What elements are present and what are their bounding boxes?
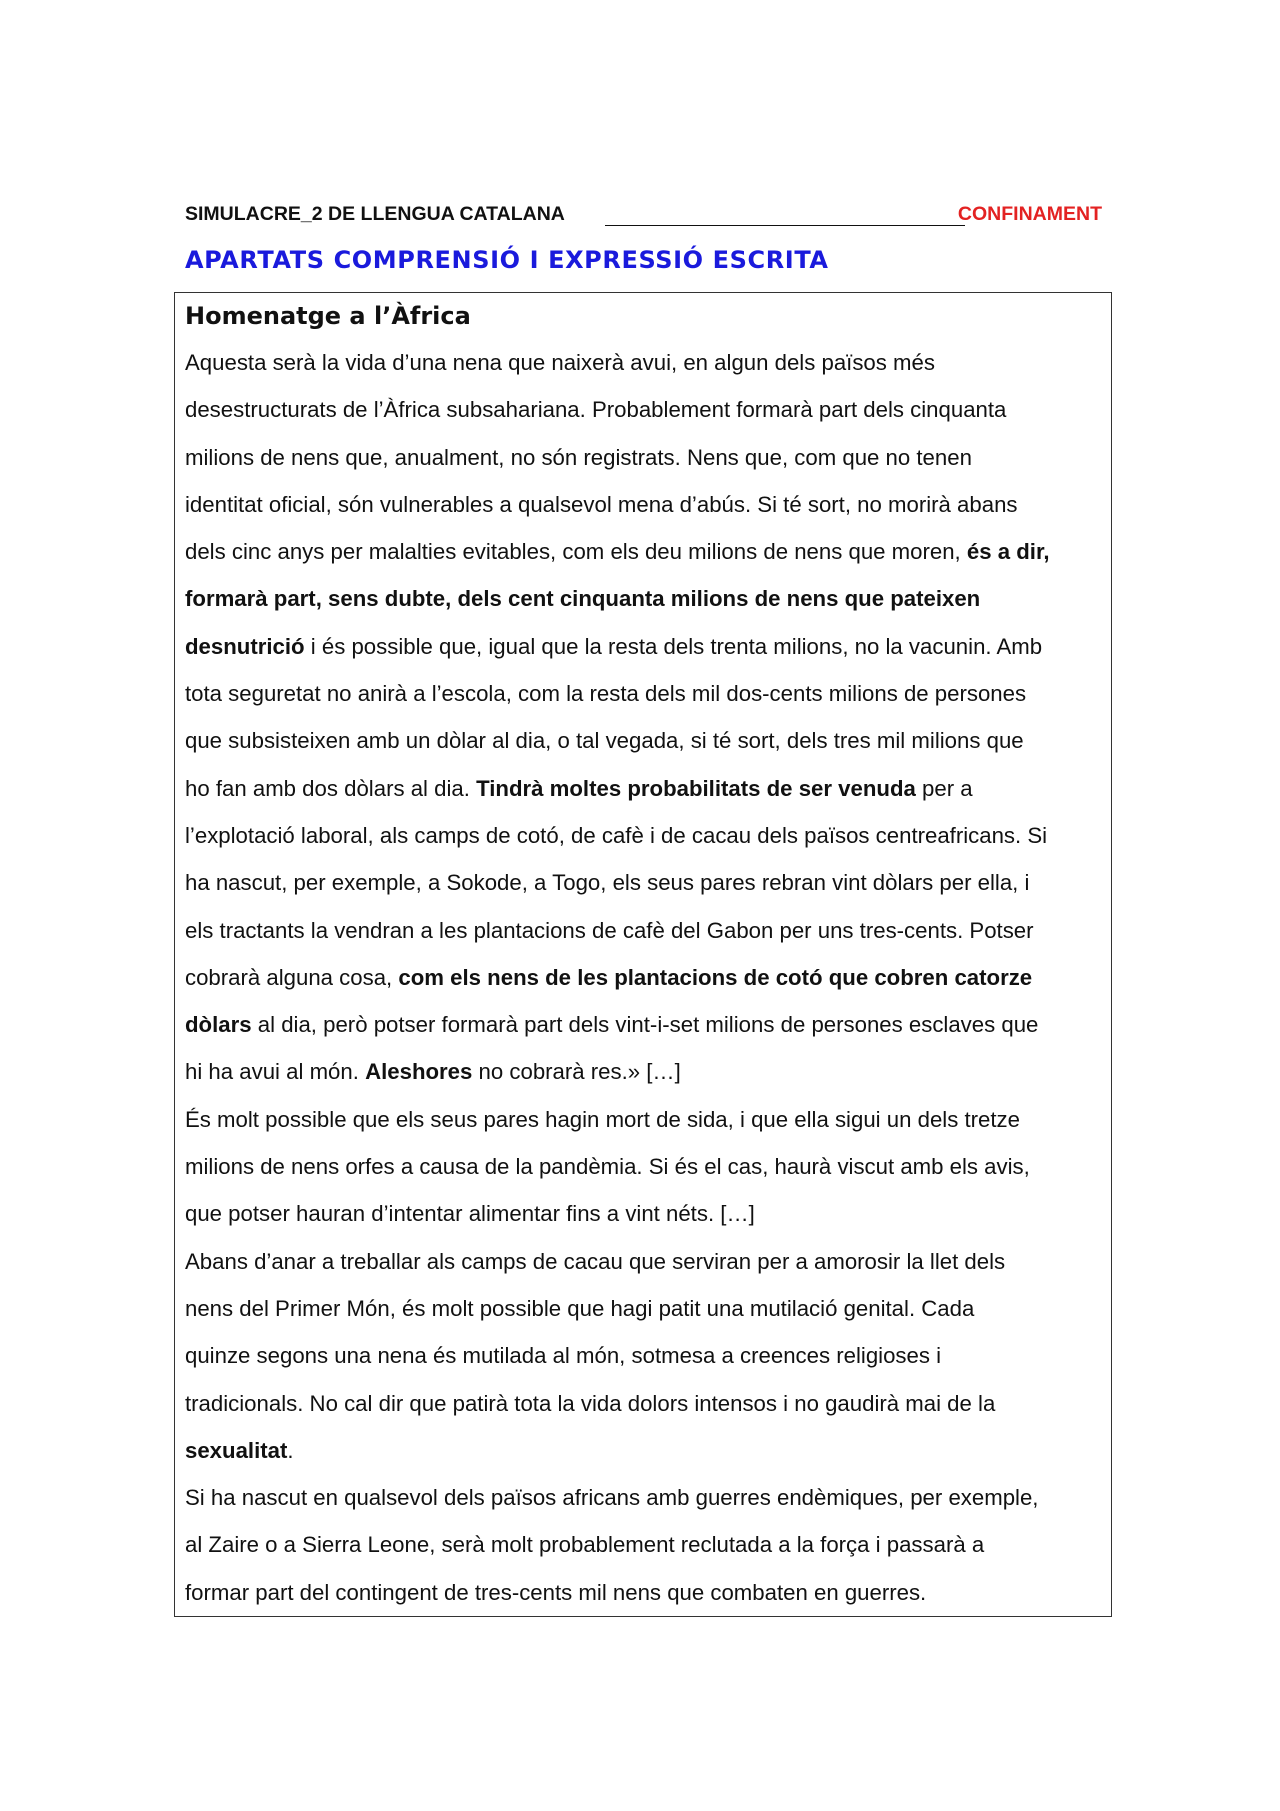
bold-segment: dòlars	[185, 1012, 252, 1038]
text-line	[185, 434, 1101, 481]
text-line	[185, 1238, 1101, 1285]
text-line	[185, 954, 1101, 1001]
text-line	[185, 670, 1101, 717]
text-line	[185, 1474, 1101, 1521]
text-line	[185, 907, 1101, 954]
text-line	[185, 1521, 1101, 1568]
bold-segment: Aleshores	[365, 1059, 473, 1085]
text-segment: no cobrarà res.» […]	[472, 1059, 681, 1085]
text-line	[185, 1001, 1101, 1048]
text-line	[185, 1285, 1101, 1332]
text-line	[185, 1332, 1101, 1379]
text-segment: Abans d’anar a treballar als camps de cacau que serviran per a amorosir la llet dels	[185, 1248, 1006, 1274]
text-line	[185, 481, 1101, 528]
text-line	[185, 623, 1101, 670]
text-segment: quinze segons una nena és mutilada al món, sotmesa a creences religioses i	[185, 1343, 942, 1369]
text-segment: hi ha avui al món.	[185, 1059, 366, 1085]
text-line	[185, 1096, 1101, 1143]
text-segment: formar part del contingent de tres-cents mil nens que combaten en guerres.	[185, 1579, 927, 1605]
text-line	[185, 339, 1101, 386]
text-segment: desestructurats de l’Àfrica subsahariana. Probablement formarà part dels cinquanta	[185, 397, 1007, 423]
header-underline-gap	[605, 225, 965, 226]
text-line	[185, 812, 1101, 859]
text-segment: Si ha nascut en qualsevol dels països africans amb guerres endèmiques, per exemple,	[185, 1485, 1039, 1511]
text-line	[185, 1143, 1101, 1190]
text-segment: ho fan amb dos dòlars al dia.	[185, 775, 477, 801]
document-header	[185, 203, 1102, 229]
text-title: Homenatge a l’Àfrica	[185, 302, 471, 330]
text-segment: identitat oficial, són vulnerables a qualsevol mena d’abús. Si té sort, no morirà abans	[185, 491, 1018, 517]
text-segment: cobrarà alguna cosa,	[185, 964, 399, 990]
text-segment: al dia, però potser formarà part dels vint-i-set milions de persones esclaves que	[251, 1012, 1039, 1038]
section-title: APARTATS COMPRENSIÓ I EXPRESSIÓ ESCRITA	[185, 246, 829, 274]
text-line	[185, 575, 1101, 622]
text-segment: .	[287, 1437, 294, 1463]
text-line	[185, 717, 1101, 764]
bold-segment: Tindrà moltes probabilitats de ser venuda	[476, 775, 916, 801]
text-segment: nens del Primer Món, és molt possible que hagi patit una mutilació genital. Cada	[185, 1295, 975, 1321]
text-line	[185, 1190, 1101, 1237]
text-segment: És molt possible que els seus pares hagin mort de sida, i que ella sigui un dels tretze	[185, 1106, 1020, 1132]
text-segment: ha nascut, per exemple, a Sokode, a Togo, els seus pares rebran vint dòlars per ella, i	[185, 870, 1030, 896]
text-line	[185, 1427, 1101, 1474]
text-segment: dels cinc anys per malalties evitables, com els deu milions de nens que moren,	[185, 539, 967, 565]
text-line	[185, 386, 1101, 433]
bold-segment: formarà part, sens dubte, dels cent cinquanta milions de nens que pateixen	[185, 586, 981, 612]
text-segment: l’explotació laboral, als camps de cotó, de cafè i de cacau dels països centreafricans. Si	[185, 822, 1048, 848]
text-segment: milions de nens orfes a causa de la pandèmia. Si és el cas, haurà viscut amb els avis,	[185, 1154, 1030, 1180]
header-tag: CONFINAMENT	[957, 203, 1102, 225]
header-title: SIMULACRE_2 DE LLENGUA CATALANA	[185, 203, 565, 225]
text-segment: al Zaire o a Sierra Leone, serà molt probablement reclutada a la força i passarà a	[185, 1532, 985, 1558]
reading-text	[185, 339, 1101, 1616]
text-line	[185, 1380, 1101, 1427]
text-segment: per a	[915, 775, 973, 801]
bold-segment: és a dir,	[966, 539, 1050, 565]
reading-text-box	[174, 292, 1112, 1617]
text-segment: i és possible que, igual que la resta dels trenta milions, no la vacunin. Amb	[304, 633, 1043, 659]
text-line	[185, 1569, 1101, 1616]
bold-segment: sexualitat	[185, 1437, 288, 1463]
bold-segment: desnutrició	[185, 633, 305, 659]
text-line	[185, 1048, 1101, 1095]
text-segment: que potser hauran d’intentar alimentar fins a vint néts. […]	[185, 1201, 755, 1227]
text-segment: tota seguretat no anirà a l’escola, com la resta dels mil dos-cents milions de persones	[185, 681, 1027, 707]
text-segment: tradicionals. No cal dir que patirà tota la vida dolors intensos i no gaudirà mai de la	[185, 1390, 996, 1416]
text-segment: Aquesta serà la vida d’una nena que naixerà avui, en algun dels països més	[185, 350, 935, 375]
text-segment: que subsisteixen amb un dòlar al dia, o tal vegada, si té sort, dels tres mil milions que	[185, 728, 1024, 754]
text-segment: els tractants la vendran a les plantacions de cafè del Gabon per uns tres-cents. Potser	[185, 917, 1034, 943]
text-segment: milions de nens que, anualment, no són registrats. Nens que, com que no tenen	[185, 444, 972, 470]
bold-segment: com els nens de les plantacions de cotó que cobren catorze	[398, 964, 1033, 990]
text-line	[185, 765, 1101, 812]
text-line	[185, 859, 1101, 906]
text-line	[185, 528, 1101, 575]
